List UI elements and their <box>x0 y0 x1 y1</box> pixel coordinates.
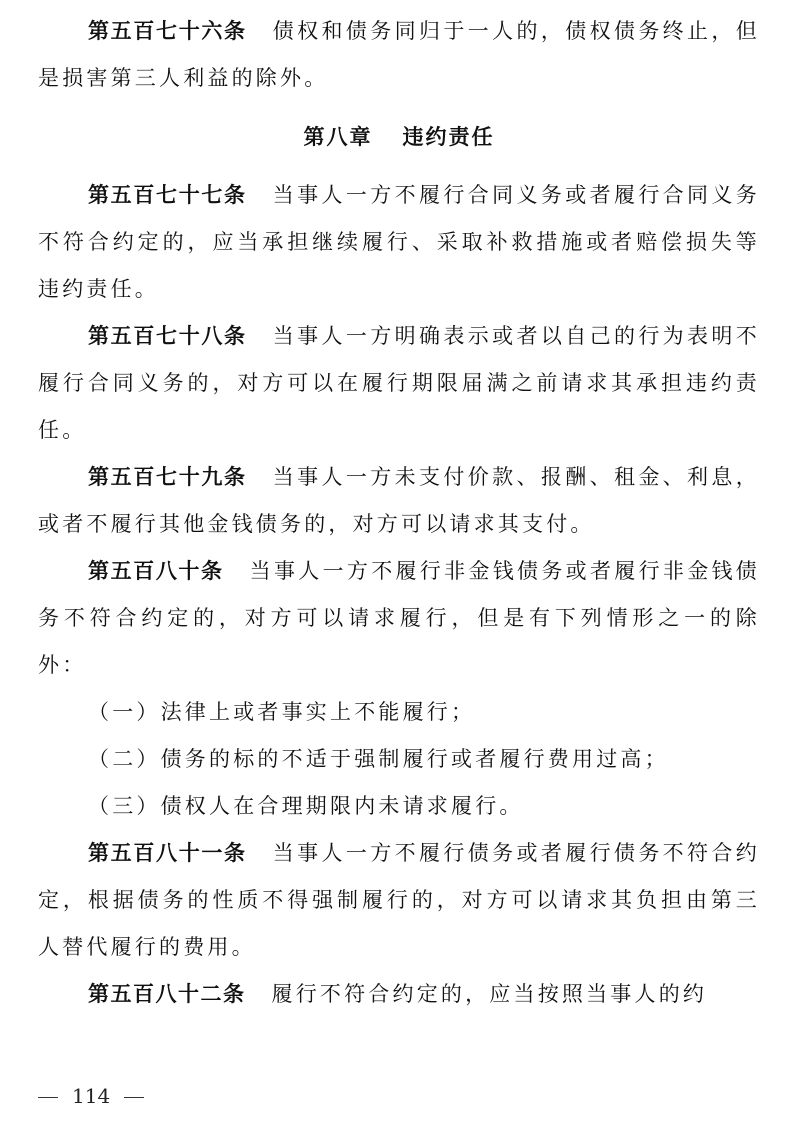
article-576 <box>38 8 760 102</box>
article-581 <box>38 830 760 971</box>
article-text: 当事人一方不履行债务或者履行债务不符合约定，根据债务的性质不得强制履行的，对方可以请求其负担由第三人替代履行的费用。 <box>38 841 761 959</box>
article-text: 当事人一方不履行非金钱债务或者履行非金钱债务不符合约定的，对方可以请求履行，但是有下列情形之一的除外： <box>38 559 761 677</box>
article-number: 第五百八十二条 <box>88 982 246 1006</box>
article-text: 履行不符合约定的，应当按照当事人的约 <box>271 982 708 1006</box>
list-item: （一）法律上或者事实上不能履行； <box>88 700 476 724</box>
article-number: 第五百七十六条 <box>88 19 247 43</box>
article-number: 第五百七十九条 <box>88 465 247 489</box>
article-text: 债权和债务同归于一人的，债权债务终止，但是损害第三人利益的除外。 <box>38 19 761 90</box>
article-577 <box>38 172 760 313</box>
article-number: 第五百八十一条 <box>88 841 247 865</box>
footer-dash-left <box>38 1097 58 1098</box>
page-number: 114 <box>72 1084 111 1108</box>
article-text: 当事人一方明确表示或者以自己的行为表明不履行合同义务的，对方可以在履行期限届满之前请求其承担违约责任。 <box>38 324 761 442</box>
page-content <box>38 8 760 1018</box>
article-580 <box>38 548 760 689</box>
article-578 <box>38 313 760 454</box>
article-text: 当事人一方不履行合同义务或者履行合同义务不符合约定的，应当承担继续履行、采取补救措施或者赔偿损失等违约责任。 <box>38 183 761 301</box>
article-582 <box>38 971 760 1018</box>
list-item: （二）债务的标的不适于强制履行或者履行费用过高； <box>88 747 669 771</box>
chapter-heading <box>38 114 760 161</box>
article-579 <box>38 454 760 548</box>
chapter-title: 违约责任 <box>402 125 495 149</box>
footer-dash-right <box>124 1097 144 1098</box>
article-number: 第五百七十八条 <box>88 324 247 348</box>
article-number: 第五百八十条 <box>88 559 224 583</box>
article-number: 第五百七十七条 <box>88 183 247 207</box>
chapter-number: 第八章 <box>303 125 373 149</box>
list-item: （三）债权人在合理期限内未请求履行。 <box>88 794 524 818</box>
article-text: 当事人一方未支付价款、报酬、租金、利息，或者不履行其他金钱债务的，对方可以请求其支付。 <box>38 465 761 536</box>
page-footer <box>38 1082 144 1110</box>
